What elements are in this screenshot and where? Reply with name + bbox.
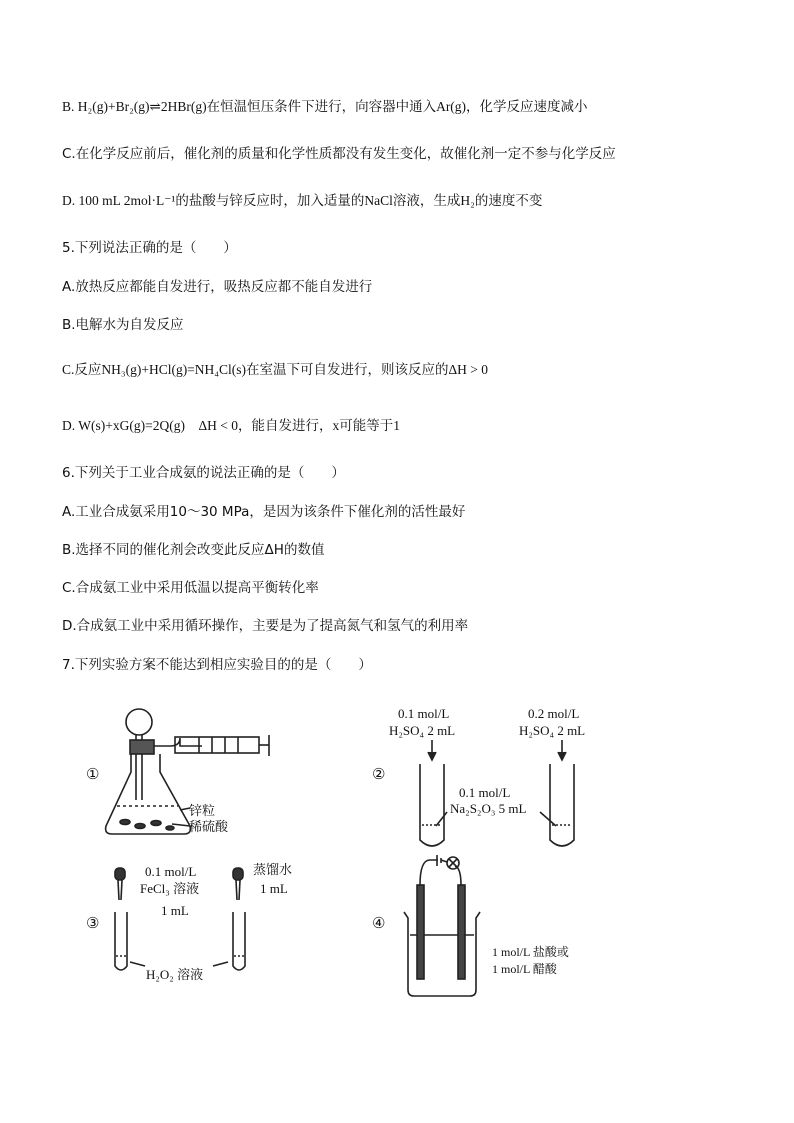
beaker-4-solution-b: 1 mol/L 醋酸 bbox=[492, 962, 557, 976]
q5-stem: 5.下列说法正确的是（ ） bbox=[62, 240, 237, 256]
label-zinc: 锌粒 bbox=[189, 803, 216, 818]
tube-2c-reagent: Na₂S₂O₃ 5 mL bbox=[450, 801, 527, 816]
q5-option-b: B.电解水为自发反应 bbox=[62, 317, 184, 333]
dropper-3a-conc: 0.1 mol/L bbox=[145, 864, 197, 879]
tube-3-solution: H₂O₂ 溶液 bbox=[146, 967, 204, 982]
tube-2c-conc: 0.1 mol/L bbox=[459, 785, 511, 800]
tube-2a-conc: 0.1 mol/L bbox=[398, 706, 450, 721]
dropper-3b-reagent: 蒸馏水 bbox=[253, 862, 293, 877]
q5-option-a: A.放热反应都能自发进行，吸热反应都不能自发进行 bbox=[62, 279, 373, 295]
q6-option-c: C.合成氨工业中采用低温以提高平衡转化率 bbox=[62, 580, 319, 596]
label-dilute-acid: 稀硫酸 bbox=[189, 819, 229, 834]
dropper-3b-volume: 1 mL bbox=[260, 881, 288, 896]
tube-2b-conc: 0.2 mol/L bbox=[528, 706, 580, 721]
label-1: ① bbox=[86, 767, 100, 783]
label-3: ③ bbox=[86, 916, 100, 932]
tube-2a-reagent: H₂SO₄ 2 mL bbox=[389, 723, 456, 738]
beaker-4-solution-a: 1 mol/L 盐酸或 bbox=[492, 945, 569, 959]
q5-option-d: D. W(s)+xG(g)=2Q(g) ΔH < 0，能自发进行，x可能等于1 bbox=[62, 418, 400, 433]
q7-stem: 7.下列实验方案不能达到相应实验目的的是（ ） bbox=[62, 657, 372, 673]
apparatus-1-flask bbox=[106, 709, 269, 834]
q4-option-b: B. H₂(g)+Br₂(g)⇌2HBr(g)在恒温恒压条件下进行，向容器中通入Ar(g)，化学反应速度减小 bbox=[62, 99, 588, 114]
label-2: ② bbox=[372, 767, 386, 783]
tube-2b-reagent: H₂SO₄ 2 mL bbox=[519, 723, 586, 738]
dropper-3a-reagent: FeCl₃ 溶液 bbox=[140, 881, 200, 896]
dropper-3a-volume: 1 mL bbox=[161, 903, 189, 918]
q6-option-d: D.合成氨工业中采用循环操作，主要是为了提高氮气和氢气的利用率 bbox=[62, 618, 469, 634]
q4-option-d: D. 100 mL 2mol·L⁻¹的盐酸与锌反应时，加入适量的NaCl溶液，生成H₂的速度不变 bbox=[62, 193, 543, 208]
q6-stem: 6.下列关于工业合成氨的说法正确的是（ ） bbox=[62, 465, 345, 481]
q5-option-c: C.反应NH₃(g)+HCl(g)=NH₄Cl(s)在室温下可自发进行，则该反应的ΔH > 0 bbox=[62, 362, 489, 377]
apparatus-4-beaker bbox=[404, 855, 480, 996]
label-4: ④ bbox=[372, 916, 386, 932]
q6-option-b: B.选择不同的催化剂会改变此反应ΔH的数值 bbox=[62, 542, 325, 558]
q4-option-c: C.在化学反应前后，催化剂的质量和化学性质都没有发生变化，故催化剂一定不参与化学反应 bbox=[62, 146, 616, 162]
q6-option-a: A.工业合成氨采用10～30 MPa，是因为该条件下催化剂的活性最好 bbox=[62, 504, 466, 520]
